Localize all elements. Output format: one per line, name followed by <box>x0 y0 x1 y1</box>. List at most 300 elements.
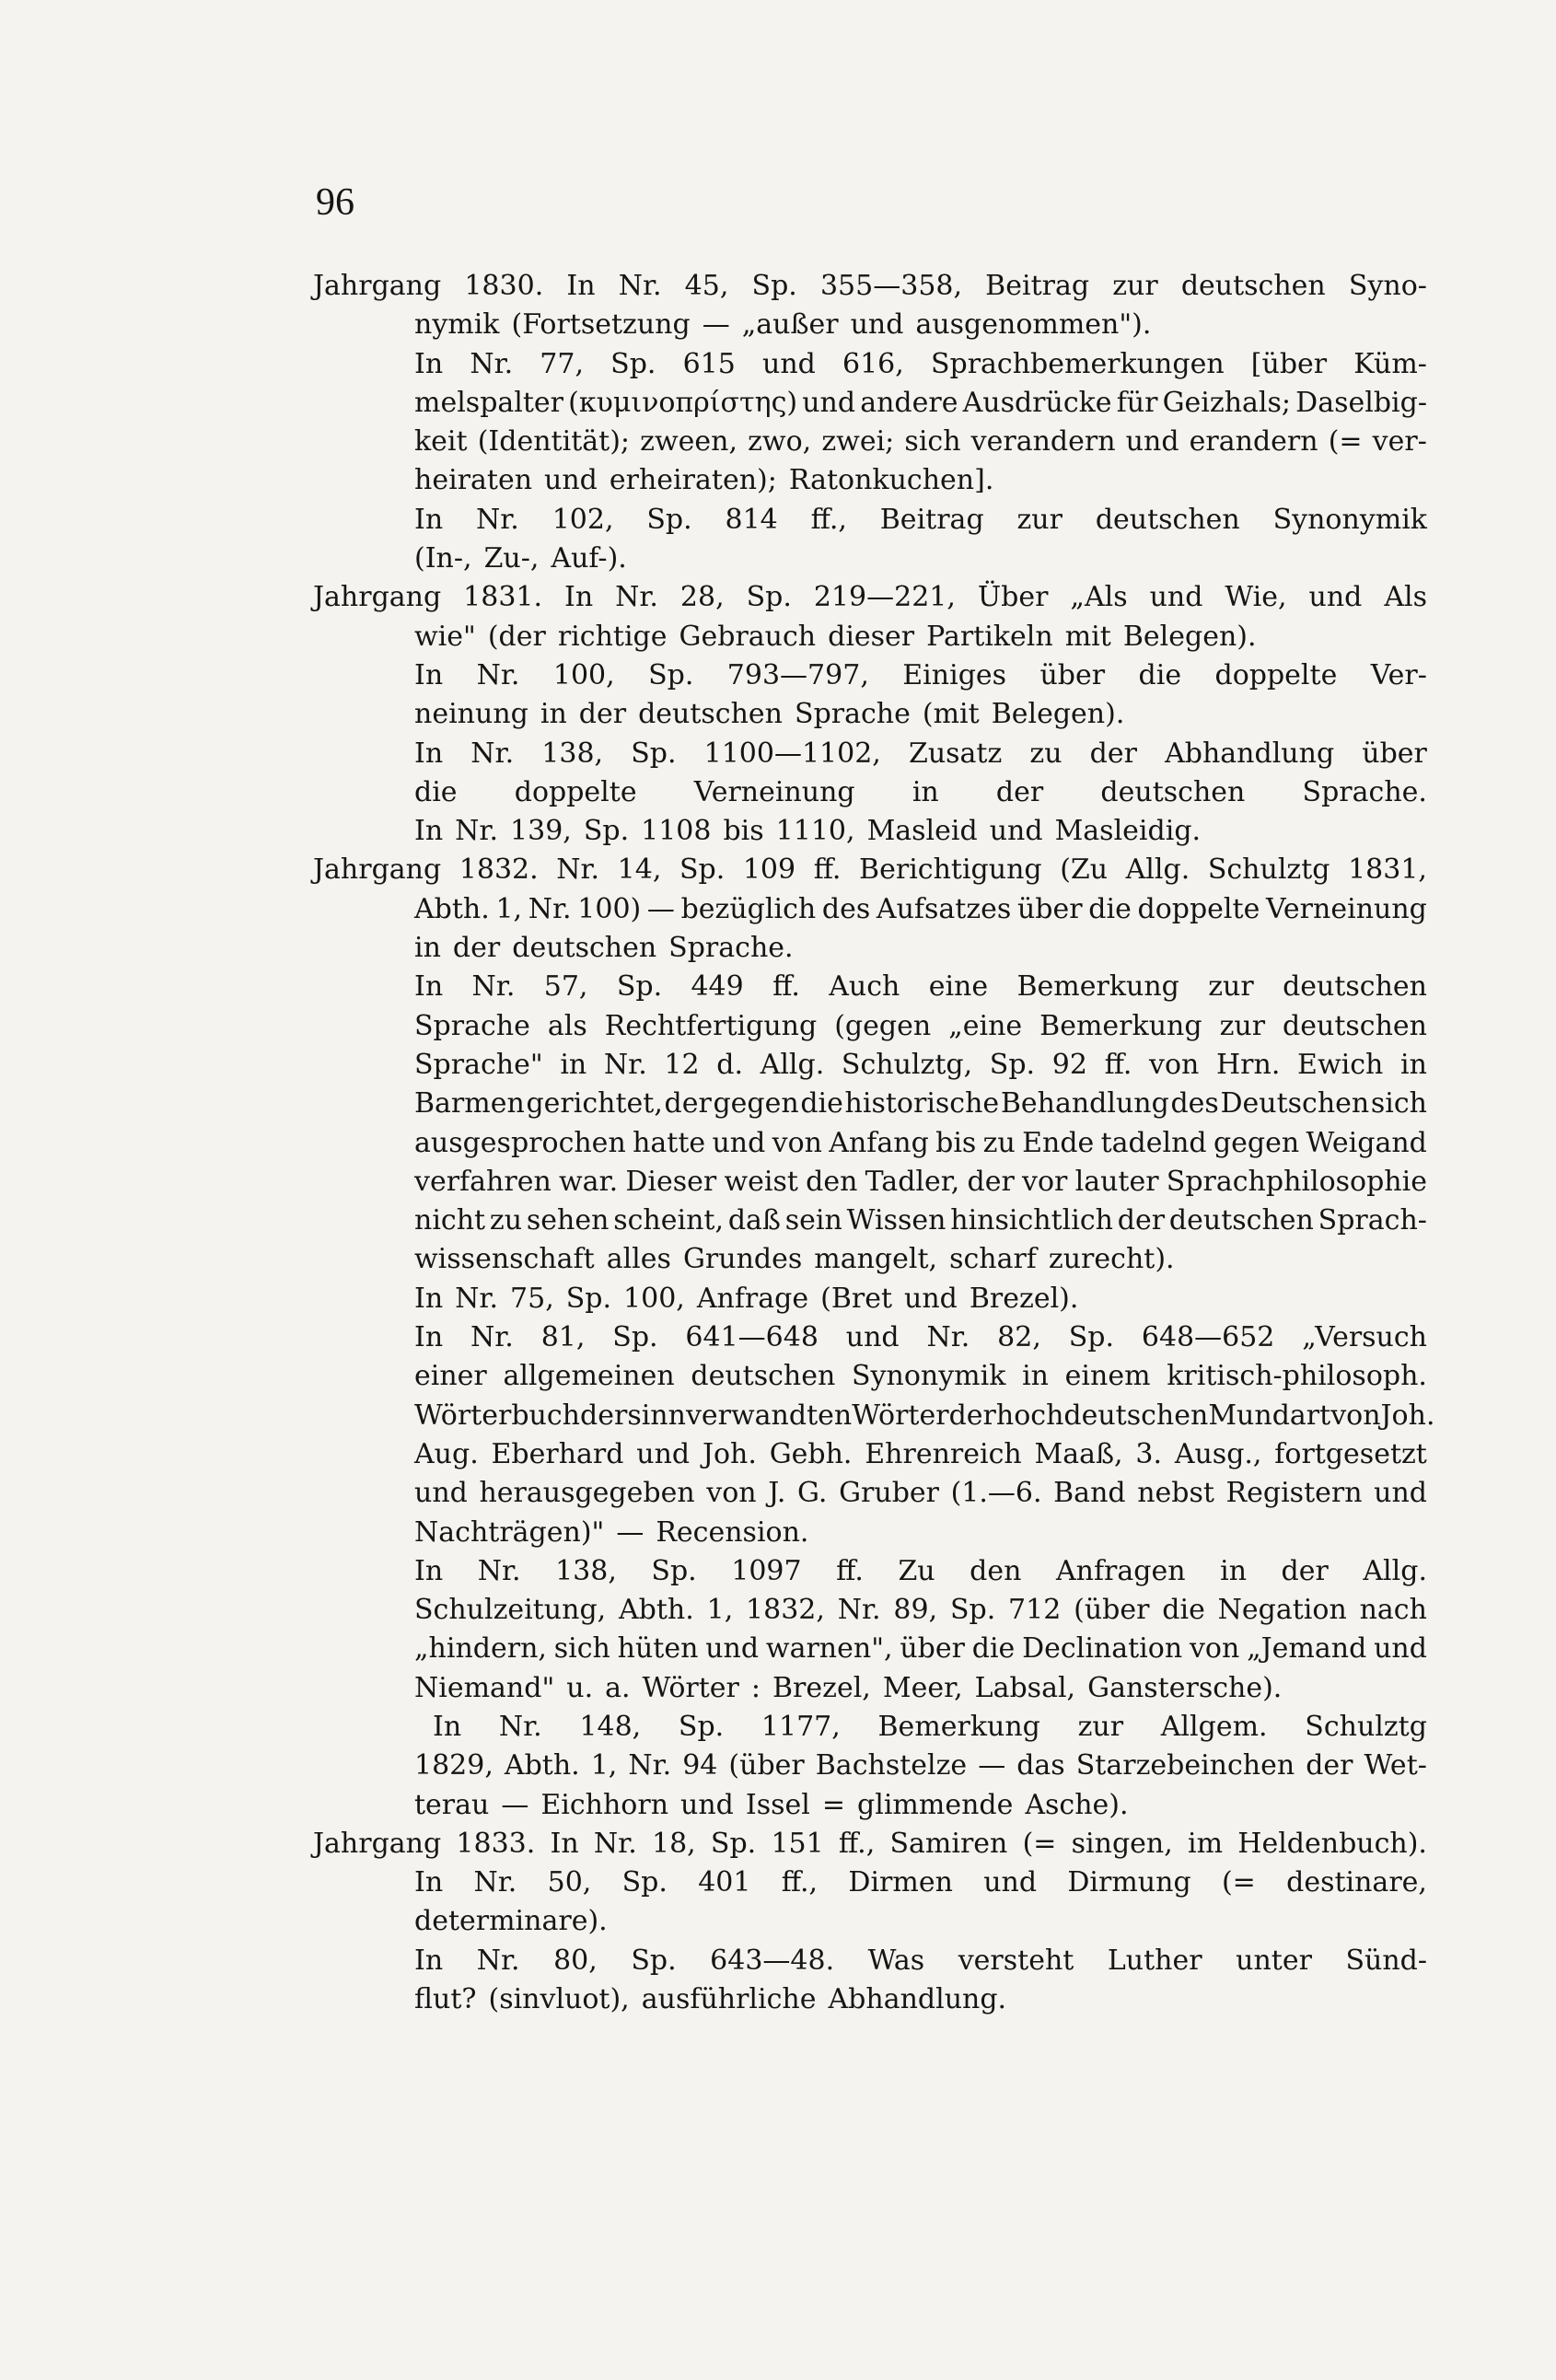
word: von <box>1330 1399 1381 1432</box>
word: in <box>1220 1554 1248 1587</box>
word: „außer <box>741 308 839 342</box>
word: Registern <box>1225 1477 1363 1510</box>
text-line <box>313 384 1427 423</box>
word: und <box>636 1437 691 1470</box>
word: (über <box>728 1749 805 1782</box>
word: zur <box>1112 270 1158 302</box>
word: (Zu <box>1060 853 1109 887</box>
word: Auch <box>829 970 900 1004</box>
word: bis <box>935 1126 977 1159</box>
word: über <box>900 1632 965 1666</box>
word: und <box>1374 1632 1427 1666</box>
text-line <box>313 1357 1427 1396</box>
word: Schulztg <box>1305 1710 1427 1743</box>
word: Sp. <box>746 581 792 614</box>
word: die <box>800 1087 843 1120</box>
word: nymik <box>414 308 500 342</box>
word: herausgegeben <box>479 1477 695 1510</box>
word: Schulztg, <box>841 1048 973 1081</box>
word: Anfragen <box>1055 1554 1186 1587</box>
word: Negation <box>1217 1594 1347 1627</box>
text-line <box>313 1085 1427 1123</box>
word: Nr. <box>455 815 499 848</box>
word: „Versuch <box>1302 1321 1427 1354</box>
word: und <box>705 1632 760 1666</box>
word: „Jemand <box>1247 1632 1367 1666</box>
word: (gegen <box>834 1009 932 1042</box>
text-line <box>313 1942 1427 1980</box>
word: Jahrgang <box>313 270 442 302</box>
word: deutschen <box>1095 503 1240 536</box>
word: einer <box>414 1360 487 1393</box>
word: zur <box>1077 1710 1124 1743</box>
word: Deutschen <box>1220 1087 1370 1120</box>
word: Meer, <box>882 1671 963 1704</box>
word: und <box>414 1477 468 1510</box>
word: 1, <box>706 1594 734 1627</box>
word: der <box>1281 1554 1329 1587</box>
word: Syno- <box>1348 270 1427 302</box>
word: Weigand <box>1306 1126 1427 1159</box>
word: ff. <box>1104 1048 1132 1081</box>
word: In <box>433 1710 462 1743</box>
word: destinare, <box>1286 1866 1427 1899</box>
text-body <box>313 267 1435 2019</box>
word: Luther <box>1107 1944 1202 1977</box>
word: nach <box>1359 1594 1427 1627</box>
word: „hindern, <box>414 1632 547 1666</box>
word: Abhandlung <box>1165 737 1335 770</box>
word: hüten <box>617 1632 699 1666</box>
word: 12 <box>664 1048 700 1081</box>
word: Allg. <box>1125 853 1190 887</box>
word: Verneinung <box>1266 892 1427 925</box>
word: 109 <box>742 853 796 887</box>
word: der <box>578 698 627 731</box>
word: Hrn. <box>1216 1048 1281 1081</box>
word: über <box>1039 658 1106 691</box>
word: Sprache" <box>414 1048 543 1081</box>
word: Joh. <box>1380 1399 1435 1432</box>
word: — <box>646 892 675 925</box>
word: Nr. <box>471 970 516 1004</box>
word: sich <box>904 425 961 459</box>
word: 81, <box>540 1321 586 1354</box>
word: und <box>1374 1477 1427 1510</box>
word: in <box>912 775 939 808</box>
word: (mit <box>922 698 980 731</box>
word: Ausdrücke <box>962 386 1112 419</box>
word: Asche). <box>1025 1788 1129 1821</box>
word: Wissen <box>846 1204 946 1237</box>
word: Nr. <box>837 1594 881 1627</box>
word: ver- <box>1372 425 1427 459</box>
word: Synonymik <box>852 1360 1006 1393</box>
text-line <box>313 812 1427 851</box>
word: 1829, <box>414 1749 494 1782</box>
word: zur <box>1219 1009 1266 1042</box>
word: Sp. <box>651 1554 697 1587</box>
word: Grundes <box>682 1243 803 1276</box>
word: 75, <box>510 1282 554 1315</box>
word: sein <box>784 1204 842 1237</box>
word: der <box>967 1165 1015 1198</box>
word: der <box>580 1399 628 1432</box>
word: über <box>1016 892 1083 925</box>
word: 50, <box>547 1866 592 1899</box>
word: 355—358, <box>819 270 963 302</box>
word: Sp. <box>612 1321 658 1354</box>
word: Sp. <box>610 347 656 380</box>
word: 1110, <box>775 815 855 848</box>
word: in <box>540 698 567 731</box>
word: 151 <box>771 1827 824 1860</box>
text-line <box>313 1007 1427 1046</box>
word: in <box>1022 1360 1049 1393</box>
text-line <box>313 890 1427 929</box>
word: Nr. <box>455 1282 499 1315</box>
word: 1108 <box>641 815 712 848</box>
word: 615 <box>682 347 736 380</box>
word: 641—648 <box>685 1321 819 1354</box>
word: 1831, <box>1348 853 1427 887</box>
word: 1097 <box>731 1554 802 1587</box>
text-line <box>313 1435 1427 1474</box>
word: Masleid <box>866 815 978 848</box>
word: 92 <box>1051 1048 1087 1081</box>
word: deutschen <box>1283 970 1427 1004</box>
word: u. <box>566 1671 594 1704</box>
word: 648—652 <box>1141 1321 1275 1354</box>
word: Brezel, <box>772 1671 871 1704</box>
word: verandern <box>970 425 1116 459</box>
word: Zusatz <box>908 737 1003 770</box>
word: In <box>414 1282 444 1315</box>
word: deutschen <box>1100 775 1246 808</box>
word: 138, <box>541 737 604 770</box>
word: der <box>1306 1749 1353 1782</box>
word: In <box>414 1944 444 1977</box>
word: [über <box>1250 347 1328 380</box>
word: Nr. <box>470 737 515 770</box>
text-line <box>313 1786 1427 1825</box>
word: Sprache. <box>1302 775 1427 808</box>
word: (1.—6. <box>950 1477 1042 1510</box>
word: 14, <box>617 853 662 887</box>
word: des <box>1170 1087 1219 1120</box>
word: hinsichtlich <box>950 1204 1113 1237</box>
word: neinung <box>414 698 528 731</box>
word: Eberhard <box>491 1437 624 1470</box>
word: Nr. <box>593 1827 637 1860</box>
word: von <box>1189 1632 1240 1666</box>
word: Partikeln <box>926 620 1053 653</box>
text-line <box>313 1708 1427 1747</box>
word: Sp. <box>583 815 630 848</box>
word: erheiraten); <box>609 464 777 497</box>
word: Recension. <box>656 1515 809 1549</box>
word: Sp. <box>751 270 797 302</box>
word: mit <box>1064 620 1111 653</box>
text-line <box>313 1163 1427 1202</box>
word: zu <box>489 1204 523 1237</box>
word: Ende <box>1022 1126 1095 1159</box>
word: zwo, <box>748 425 812 459</box>
word: In <box>414 1321 444 1354</box>
word: 100, <box>623 1282 685 1315</box>
word: kritisch-philosoph. <box>1167 1360 1427 1393</box>
word: Sünd- <box>1345 1944 1427 1977</box>
word: Sp. <box>710 1827 757 1860</box>
word: Küm- <box>1353 347 1427 380</box>
text-line <box>313 735 1427 773</box>
word: 57, <box>543 970 588 1004</box>
word: Nr. <box>498 1710 542 1743</box>
word: 89, <box>893 1594 938 1627</box>
word: Geizhals; <box>1162 386 1292 419</box>
word: ff., <box>838 1827 876 1860</box>
word: Sp. <box>949 1594 996 1627</box>
word: sich <box>1370 1087 1427 1120</box>
word: Issel <box>745 1788 810 1821</box>
word: (= <box>1328 425 1363 459</box>
word: 80, <box>553 1944 598 1977</box>
text-line <box>313 1280 1427 1318</box>
word: Mundart <box>1208 1399 1331 1432</box>
word: Anfang <box>829 1126 929 1159</box>
word: (Bret <box>820 1282 893 1315</box>
text-line <box>313 1591 1427 1630</box>
word: Ewich <box>1297 1048 1384 1081</box>
word: 219—221, <box>813 581 956 614</box>
word: Sp. <box>631 1944 677 1977</box>
text-line <box>313 1902 1427 1941</box>
word: Abth. <box>619 1594 694 1627</box>
word: Zu-, <box>483 542 540 575</box>
word: deutschen <box>638 698 784 731</box>
word: einem <box>1064 1360 1151 1393</box>
word: tadelnd <box>1100 1126 1207 1159</box>
word: Bemerkung <box>1039 1009 1202 1042</box>
word: Sprachbemerkungen <box>930 347 1225 380</box>
word: Einiges <box>902 658 1007 691</box>
word: Sp. <box>565 1282 612 1315</box>
word: Über <box>977 581 1049 614</box>
word: Masleidig. <box>1054 815 1202 848</box>
word: allgemeinen <box>503 1360 675 1393</box>
word: Als <box>1384 581 1427 614</box>
word: wie" <box>414 620 476 653</box>
word: Abhandlung. <box>828 1983 1007 2016</box>
text-line <box>313 306 1427 344</box>
word: 148, <box>579 1710 642 1743</box>
text-line <box>313 929 1427 968</box>
word: Jahrgang <box>313 581 442 614</box>
word: 1830. <box>464 270 544 302</box>
word: richtige <box>557 620 668 653</box>
word: 712 <box>1008 1594 1062 1627</box>
word: 1833. <box>456 1827 536 1860</box>
word: Sprache <box>414 1009 530 1042</box>
word: dieser <box>828 620 915 653</box>
text-line <box>313 1630 1427 1668</box>
word: von <box>772 1126 822 1159</box>
word: in <box>414 932 441 965</box>
text-line <box>313 695 1427 734</box>
word: 94 <box>682 1749 718 1782</box>
word: 1832. <box>459 853 539 887</box>
word: gegen <box>713 1087 799 1120</box>
word: 138, <box>555 1554 617 1587</box>
word: scharf <box>949 1243 1037 1276</box>
word: 1831. <box>463 581 543 614</box>
word: und <box>983 1866 1038 1899</box>
word: = <box>821 1788 846 1821</box>
word: Dirmen <box>848 1866 953 1899</box>
text-line <box>313 1514 1427 1552</box>
text-line <box>313 501 1427 540</box>
word: J. <box>768 1477 786 1510</box>
word: deutschen <box>1180 270 1326 302</box>
word: andere <box>860 386 958 419</box>
word: und <box>802 386 856 419</box>
word: scheint, <box>613 1204 725 1237</box>
word: doppelte <box>1214 658 1338 691</box>
word: in <box>560 1048 587 1081</box>
word: 1177, <box>761 1710 841 1743</box>
word: Dirmung <box>1067 1866 1191 1899</box>
word: von <box>1149 1048 1200 1081</box>
word: Allg. <box>760 1048 825 1081</box>
word: G. <box>797 1477 828 1510</box>
word: Abth. <box>414 892 490 925</box>
word: In <box>414 1866 444 1899</box>
word: In <box>414 737 444 770</box>
word: warnen", <box>765 1632 893 1666</box>
word: fortgesetzt <box>1274 1437 1427 1470</box>
word: (= <box>1221 1866 1256 1899</box>
word: hochdeutschen <box>995 1399 1209 1432</box>
word: Sp. <box>648 658 694 691</box>
word: Nr. <box>470 1321 514 1354</box>
word: deutschen <box>1168 1204 1314 1237</box>
word: das <box>1016 1749 1065 1782</box>
word: die <box>1162 1594 1205 1627</box>
word: 77, <box>540 347 585 380</box>
word: und <box>680 1788 734 1821</box>
word: (über <box>1074 1594 1150 1627</box>
word: In <box>564 581 594 614</box>
word: — <box>978 1749 1006 1782</box>
word: Nr. <box>926 1321 970 1354</box>
word: zurecht). <box>1048 1243 1175 1276</box>
word: melspalter <box>414 386 564 419</box>
word: 401 <box>698 1866 751 1899</box>
word: Sp. <box>1068 1321 1115 1354</box>
word: mangelt, <box>814 1243 938 1276</box>
word: Gruber <box>839 1477 939 1510</box>
word: Ratonkuchen]. <box>788 464 994 497</box>
word: Bachstelze <box>815 1749 968 1782</box>
word: Wörter <box>642 1671 739 1704</box>
word: zur <box>1208 970 1254 1004</box>
word: Rechtfertigung <box>604 1009 818 1042</box>
word: deutschen <box>1283 1009 1427 1042</box>
word: In <box>414 658 444 691</box>
word: Sp. <box>631 737 677 770</box>
word: „eine <box>948 1009 1023 1042</box>
word: zur <box>1016 503 1062 536</box>
word: Gebrauch <box>679 620 817 653</box>
word: und <box>712 1126 766 1159</box>
word: Beitrag <box>985 270 1090 302</box>
word: — <box>616 1515 644 1549</box>
word: alles <box>606 1243 671 1276</box>
word: die <box>414 775 458 808</box>
text-line <box>313 1669 1427 1708</box>
word: terau <box>414 1788 490 1821</box>
text-line <box>313 1980 1427 2019</box>
text-line <box>313 618 1427 656</box>
word: 100, <box>552 658 615 691</box>
text-line <box>313 968 1427 1006</box>
word: Nr. <box>476 503 519 536</box>
word: vor <box>1022 1165 1068 1198</box>
word: der <box>995 775 1044 808</box>
word: Wie, <box>1225 581 1287 614</box>
word: 814 <box>725 503 778 536</box>
text-line <box>313 1474 1427 1513</box>
word: verfahren <box>414 1165 552 1198</box>
word: in <box>1400 1048 1427 1081</box>
word: Ehrenreich <box>865 1437 1022 1470</box>
word: 3. <box>1135 1437 1163 1470</box>
word: Dieser <box>625 1165 717 1198</box>
word: Niemand" <box>414 1671 555 1704</box>
text-line <box>313 1552 1427 1591</box>
word: Belegen). <box>991 698 1125 731</box>
text-line <box>313 773 1427 812</box>
word: sehen <box>526 1204 610 1237</box>
text-line <box>313 1397 1435 1435</box>
word: Behandlung <box>1000 1087 1169 1120</box>
text-line <box>313 1863 1427 1902</box>
word: die <box>1088 892 1132 925</box>
word: historische <box>844 1087 1000 1120</box>
word: Jahrgang <box>313 853 442 887</box>
text-line <box>313 1318 1427 1357</box>
word: und <box>1149 581 1203 614</box>
word: und <box>1308 581 1363 614</box>
word: Nr. <box>476 1944 520 1977</box>
word: In <box>414 970 444 1004</box>
word: Sp. <box>621 1866 668 1899</box>
word: 28, <box>679 581 725 614</box>
word: Nr. <box>528 892 572 925</box>
word: 100) <box>577 892 642 925</box>
word: singen, <box>1071 1827 1173 1860</box>
word: Aufsatzes <box>876 892 1012 925</box>
word: ff. <box>813 853 842 887</box>
text-line <box>313 1202 1427 1240</box>
word: In <box>414 1554 444 1587</box>
text-line <box>313 1747 1427 1785</box>
word: der <box>452 932 501 965</box>
word: Brezel). <box>969 1282 1079 1315</box>
word: keit <box>414 425 468 459</box>
word: Anfrage <box>696 1282 809 1315</box>
word: Nr. <box>470 347 514 380</box>
